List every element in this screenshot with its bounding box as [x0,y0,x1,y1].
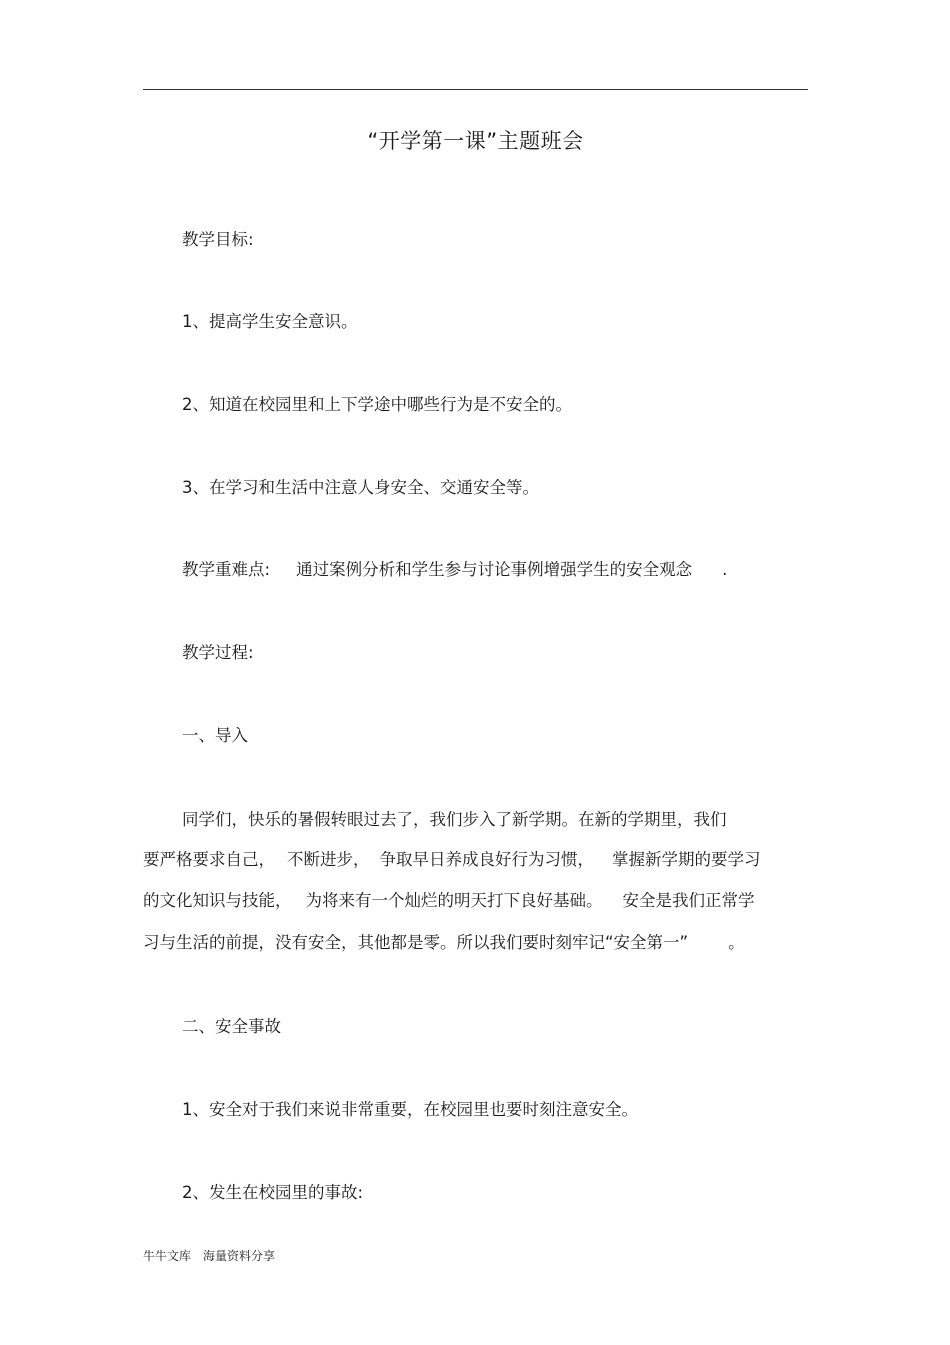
intro-text: 为将来有一个灿烂的明天打下良好基础。 [305,891,603,910]
intro-text: 习与生活的前提，没有安全，其他都是零。所以我们要时刻牢记“安全第一” [143,933,689,952]
goal-item-1: 1、提高学生安全意识。 [182,312,358,331]
key-points [182,558,727,582]
intro-text: 掌握新学期的要学习 [612,850,761,869]
footer-slogan: 海量资料分享 [203,1249,276,1263]
key-points-label: 教学重难点: [182,560,271,579]
intro-text: 争取早日养成良好行为习惯， [379,850,594,869]
document-title: “开学第一课”主题班会 [367,129,584,153]
section-accidents-heading: 二、安全事故 [182,1017,281,1036]
intro-text: 。 [728,933,745,952]
intro-paragraph-line-2 [143,848,761,872]
key-points-text: 通过案例分析和学生参与讨论事例增强学生的安全观念 [296,560,693,579]
intro-text: 的文化知识与技能， [143,891,292,910]
intro-paragraph-line-3 [143,889,755,913]
intro-text: 同学们，快乐的暑假转眼过去了，我们步入了新学期。在新的学期里，我们 [182,810,727,829]
goals-heading: 教学目标: [182,230,254,249]
intro-text: 安全是我们正常学 [622,891,755,910]
intro-paragraph-line-1 [182,808,727,832]
accident-item-2: 2、发生在校园里的事故: [182,1183,364,1202]
process-heading: 教学过程: [182,643,254,662]
key-points-end: . [722,560,728,579]
accident-item-1: 1、安全对于我们来说非常重要，在校园里也要时刻注意安全。 [182,1100,638,1119]
intro-paragraph-line-4 [143,931,745,955]
intro-text: 不断进步， [287,850,370,869]
goal-item-3: 3、在学习和生活中注意人身安全、交通安全等。 [182,478,539,497]
goal-item-2: 2、知道在校园里和上下学途中哪些行为是不安全的。 [182,395,572,414]
intro-text: 要严格要求自己， [143,850,275,869]
section-intro-heading: 一、导入 [182,726,248,745]
top-rule [143,89,808,90]
footer [143,1247,275,1265]
footer-site: 牛牛文库 [143,1249,192,1263]
